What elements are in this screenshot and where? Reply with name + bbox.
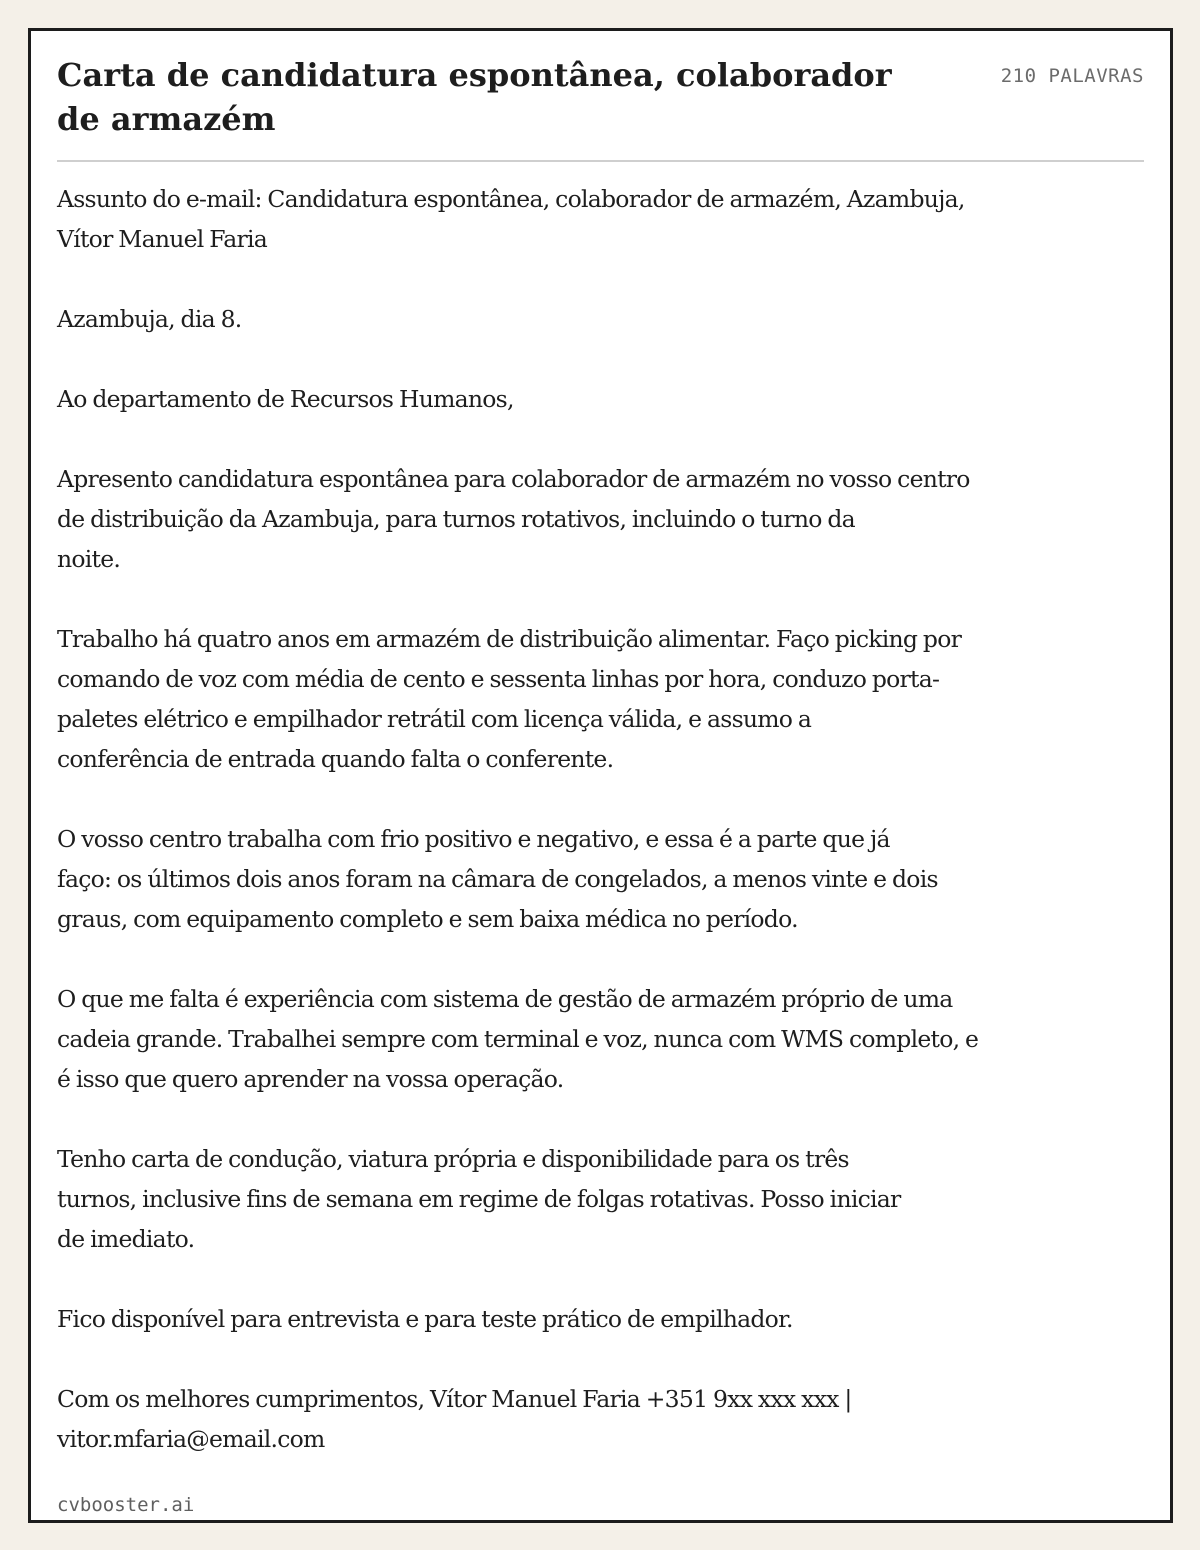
signature-paragraph: Com os melhores cumprimentos, Vítor Manuel Faria +351 9xx xxx xxx | vitor.mfaria@email.com xyxy=(57,1385,852,1453)
body-paragraph: O que me falta é experiência com sistema de gestão de armazém próprio de uma cadeia grande. Trabalhei sempre com terminal e voz, nunca com WMS completo, e é isso que quero aprender na vossa operação. xyxy=(57,985,979,1093)
body-paragraph: Fico disponível para entrevista e para teste prático de empilhador. xyxy=(57,1305,793,1333)
letter-card xyxy=(28,28,1173,1523)
body-paragraph: O vosso centro trabalha com frio positivo e negativo, e essa é a parte que já faço: os últimos dois anos foram na câmara de congelados, a menos vinte e dois graus, com equipamento completo e sem baixa médica no período. xyxy=(57,825,938,933)
body-paragraph: Apresento candidatura espontânea para colaborador de armazém no vosso centro de distribuição da Azambuja, para turnos rotativos, incluindo o turno da noite. xyxy=(57,465,970,573)
title-divider xyxy=(57,160,1144,162)
letter-body xyxy=(57,179,1097,1459)
word-count-label: 210 PALAVRAS xyxy=(1000,65,1144,87)
footer-brand: cvbooster.ai xyxy=(57,1494,195,1516)
body-paragraph: Tenho carta de condução, viatura própria e disponibilidade para os três turnos, inclusive fins de semana em regime de folgas rotativas. Posso iniciar de imediato. xyxy=(57,1145,901,1253)
salutation-paragraph: Ao departamento de Recursos Humanos, xyxy=(57,385,514,413)
date-paragraph: Azambuja, dia 8. xyxy=(57,305,242,333)
body-paragraph: Trabalho há quatro anos em armazém de distribuição alimentar. Faço picking por comando de voz com média de cento e sessenta linhas por hora, conduzo porta- paletes elétrico e empilhador retrátil com licença válida, e assumo a conferência de entrada quando falta o conferente. xyxy=(57,625,962,773)
email-subject-paragraph: Assunto do e-mail: Candidatura espontânea, colaborador de armazém, Azambuja, Vítor Manuel Faria xyxy=(57,185,965,253)
document-title: Carta de candidatura espontânea, colaborador de armazém xyxy=(57,56,892,138)
